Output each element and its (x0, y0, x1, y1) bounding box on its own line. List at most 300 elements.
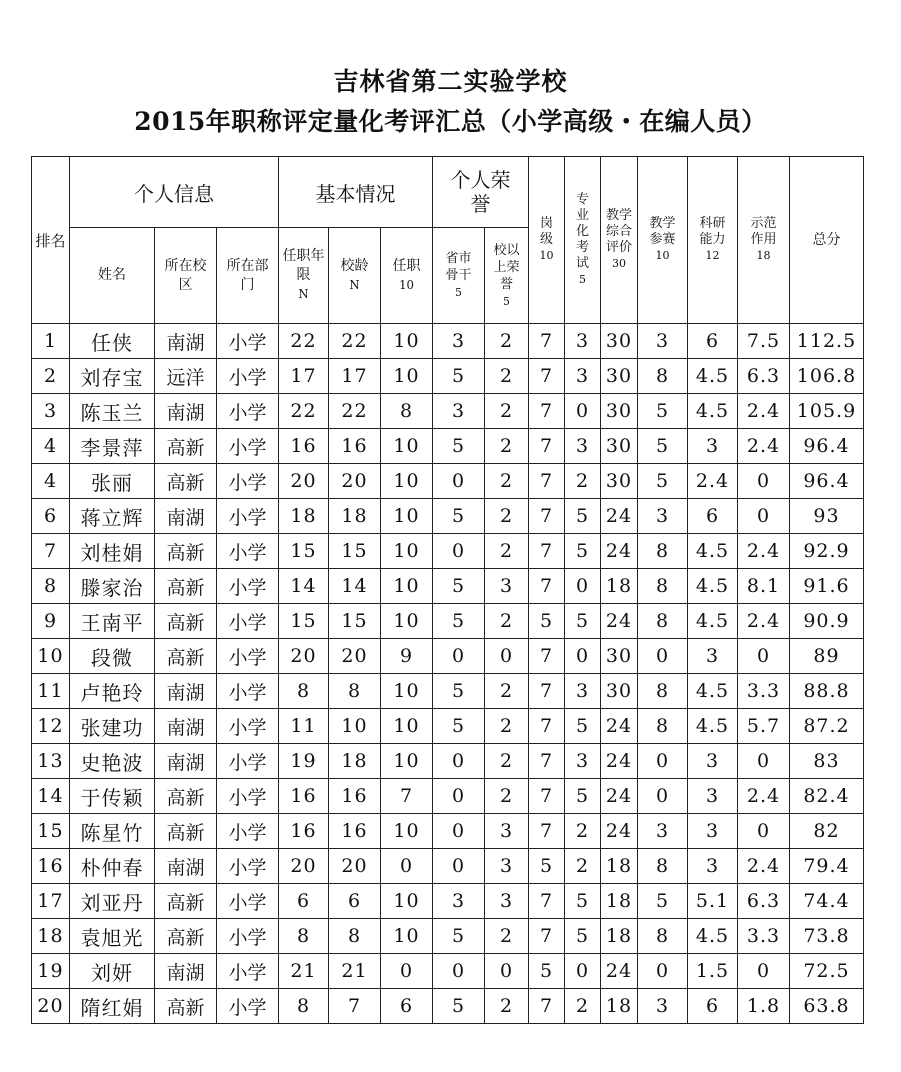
cell-age: 8 (329, 674, 381, 709)
cell-school: 2 (485, 324, 529, 359)
cell-exam: 2 (565, 814, 601, 849)
cell-contest: 5 (638, 464, 688, 499)
cell-tenure: 8 (279, 919, 329, 954)
table-row (32, 674, 864, 709)
cell-job: 7 (529, 394, 565, 429)
cell-job: 7 (529, 779, 565, 814)
cell-teach: 24 (601, 814, 638, 849)
cell-tenure: 14 (279, 569, 329, 604)
table-body (32, 324, 864, 1024)
cell-age: 16 (329, 779, 381, 814)
cell-exam: 0 (565, 954, 601, 989)
document-subtitle: 2015年职称评定量化考评汇总（小学高级・在编人员） (134, 107, 767, 136)
cell-job: 5 (529, 849, 565, 884)
cell-campus: 高新 (155, 884, 217, 919)
cell-demo: 7.5 (738, 324, 790, 359)
cell-post: 9 (381, 639, 433, 674)
cell-post: 10 (381, 744, 433, 779)
cell-campus: 高新 (155, 639, 217, 674)
cell-total: 87.2 (790, 709, 864, 744)
cell-tenure: 18 (279, 499, 329, 534)
cell-dept: 小学 (217, 394, 279, 429)
cell-research: 3 (688, 429, 738, 464)
cell-research: 1.5 (688, 954, 738, 989)
cell-campus: 高新 (155, 814, 217, 849)
cell-rank: 1 (32, 324, 70, 359)
cell-exam: 5 (565, 604, 601, 639)
header-group-personal: 个人信息 (70, 157, 279, 228)
cell-contest: 5 (638, 884, 688, 919)
cell-demo: 5.7 (738, 709, 790, 744)
cell-dept: 小学 (217, 569, 279, 604)
cell-prov: 0 (433, 954, 485, 989)
cell-school: 2 (485, 919, 529, 954)
cell-age: 20 (329, 639, 381, 674)
table-row (32, 359, 864, 394)
cell-job: 7 (529, 534, 565, 569)
header-total: 总分 (790, 157, 864, 324)
cell-demo: 1.8 (738, 989, 790, 1024)
cell-campus: 高新 (155, 429, 217, 464)
cell-post: 10 (381, 569, 433, 604)
cell-demo: 2.4 (738, 849, 790, 884)
cell-contest: 3 (638, 499, 688, 534)
cell-rank: 16 (32, 849, 70, 884)
header-name: 姓名 (70, 228, 155, 324)
cell-name: 史艳波 (70, 744, 155, 779)
cell-contest: 8 (638, 919, 688, 954)
cell-contest: 8 (638, 604, 688, 639)
cell-school: 2 (485, 779, 529, 814)
cell-tenure: 16 (279, 814, 329, 849)
cell-dept: 小学 (217, 359, 279, 394)
header-teaching-eval: 教学 综合 评价 30 (601, 157, 638, 324)
cell-tenure: 20 (279, 639, 329, 674)
cell-age: 22 (329, 394, 381, 429)
cell-dept: 小学 (217, 429, 279, 464)
table-row (32, 779, 864, 814)
cell-total: 73.8 (790, 919, 864, 954)
cell-name: 刘桂娟 (70, 534, 155, 569)
cell-school: 2 (485, 394, 529, 429)
cell-job: 7 (529, 429, 565, 464)
cell-teach: 18 (601, 849, 638, 884)
cell-age: 8 (329, 919, 381, 954)
cell-research: 4.5 (688, 534, 738, 569)
cell-age: 18 (329, 744, 381, 779)
table-row (32, 534, 864, 569)
cell-campus: 南湖 (155, 954, 217, 989)
cell-post: 10 (381, 429, 433, 464)
cell-prov: 5 (433, 919, 485, 954)
cell-dept: 小学 (217, 499, 279, 534)
cell-exam: 0 (565, 569, 601, 604)
cell-demo: 3.3 (738, 919, 790, 954)
cell-teach: 30 (601, 674, 638, 709)
cell-demo: 2.4 (738, 779, 790, 814)
cell-contest: 8 (638, 359, 688, 394)
cell-tenure: 22 (279, 394, 329, 429)
cell-teach: 30 (601, 359, 638, 394)
cell-teach: 24 (601, 499, 638, 534)
cell-total: 112.5 (790, 324, 864, 359)
table-row (32, 429, 864, 464)
cell-name: 刘亚丹 (70, 884, 155, 919)
cell-tenure: 22 (279, 324, 329, 359)
header-group-basic: 基本情况 (279, 157, 433, 228)
cell-exam: 5 (565, 779, 601, 814)
cell-job: 7 (529, 569, 565, 604)
cell-prov: 5 (433, 674, 485, 709)
cell-research: 4.5 (688, 674, 738, 709)
cell-exam: 3 (565, 429, 601, 464)
cell-rank: 7 (32, 534, 70, 569)
cell-rank: 11 (32, 674, 70, 709)
cell-exam: 2 (565, 989, 601, 1024)
cell-age: 10 (329, 709, 381, 744)
cell-age: 14 (329, 569, 381, 604)
cell-dept: 小学 (217, 709, 279, 744)
cell-school: 2 (485, 709, 529, 744)
cell-rank: 15 (32, 814, 70, 849)
cell-dept: 小学 (217, 324, 279, 359)
cell-rank: 14 (32, 779, 70, 814)
header-exam: 专 业 化 考 试 5 (565, 157, 601, 324)
header-provincial: 省市 骨干 5 (433, 228, 485, 324)
cell-contest: 8 (638, 534, 688, 569)
header-school-honor: 校以 上荣 誉 5 (485, 228, 529, 324)
cell-name: 刘存宝 (70, 359, 155, 394)
cell-contest: 0 (638, 744, 688, 779)
cell-demo: 0 (738, 639, 790, 674)
cell-job: 5 (529, 604, 565, 639)
cell-name: 于传颖 (70, 779, 155, 814)
cell-prov: 3 (433, 324, 485, 359)
cell-age: 7 (329, 989, 381, 1024)
cell-total: 106.8 (790, 359, 864, 394)
cell-research: 3 (688, 849, 738, 884)
cell-dept: 小学 (217, 919, 279, 954)
cell-school: 2 (485, 359, 529, 394)
table-row (32, 989, 864, 1024)
header-demo: 示范 作用 18 (738, 157, 790, 324)
cell-prov: 0 (433, 814, 485, 849)
cell-contest: 8 (638, 849, 688, 884)
cell-total: 82.4 (790, 779, 864, 814)
cell-school: 2 (485, 674, 529, 709)
cell-demo: 3.3 (738, 674, 790, 709)
cell-contest: 3 (638, 814, 688, 849)
header-group-honor: 个人荣 誉 (433, 157, 529, 228)
cell-job: 7 (529, 814, 565, 849)
cell-rank: 2 (32, 359, 70, 394)
cell-school: 2 (485, 744, 529, 779)
cell-contest: 8 (638, 709, 688, 744)
cell-prov: 0 (433, 639, 485, 674)
cell-tenure: 20 (279, 464, 329, 499)
cell-teach: 30 (601, 639, 638, 674)
cell-total: 74.4 (790, 884, 864, 919)
cell-school: 3 (485, 849, 529, 884)
cell-contest: 5 (638, 394, 688, 429)
cell-exam: 5 (565, 499, 601, 534)
cell-rank: 4 (32, 429, 70, 464)
cell-demo: 0 (738, 814, 790, 849)
cell-rank: 17 (32, 884, 70, 919)
cell-total: 92.9 (790, 534, 864, 569)
cell-campus: 南湖 (155, 499, 217, 534)
cell-prov: 5 (433, 429, 485, 464)
cell-total: 96.4 (790, 429, 864, 464)
cell-exam: 2 (565, 464, 601, 499)
cell-age: 20 (329, 464, 381, 499)
cell-campus: 南湖 (155, 394, 217, 429)
cell-teach: 30 (601, 324, 638, 359)
cell-teach: 24 (601, 744, 638, 779)
header-campus: 所在校 区 (155, 228, 217, 324)
cell-teach: 30 (601, 429, 638, 464)
table-row (32, 709, 864, 744)
table-row (32, 954, 864, 989)
cell-contest: 3 (638, 989, 688, 1024)
cell-prov: 5 (433, 604, 485, 639)
header-post: 任职 10 (381, 228, 433, 324)
cell-school: 3 (485, 814, 529, 849)
cell-post: 8 (381, 394, 433, 429)
cell-total: 72.5 (790, 954, 864, 989)
cell-tenure: 15 (279, 534, 329, 569)
cell-prov: 0 (433, 534, 485, 569)
cell-dept: 小学 (217, 604, 279, 639)
cell-name: 陈星竹 (70, 814, 155, 849)
cell-dept: 小学 (217, 884, 279, 919)
cell-exam: 3 (565, 674, 601, 709)
cell-research: 3 (688, 639, 738, 674)
table-row (32, 919, 864, 954)
cell-exam: 3 (565, 324, 601, 359)
cell-teach: 30 (601, 464, 638, 499)
cell-name: 刘妍 (70, 954, 155, 989)
cell-job: 7 (529, 884, 565, 919)
cell-contest: 5 (638, 429, 688, 464)
table-row (32, 499, 864, 534)
cell-teach: 24 (601, 604, 638, 639)
cell-total: 91.6 (790, 569, 864, 604)
cell-demo: 8.1 (738, 569, 790, 604)
table-row (32, 814, 864, 849)
cell-dept: 小学 (217, 464, 279, 499)
cell-job: 7 (529, 919, 565, 954)
cell-tenure: 8 (279, 989, 329, 1024)
cell-tenure: 15 (279, 604, 329, 639)
cell-research: 4.5 (688, 569, 738, 604)
cell-dept: 小学 (217, 534, 279, 569)
cell-tenure: 21 (279, 954, 329, 989)
cell-research: 4.5 (688, 394, 738, 429)
cell-campus: 高新 (155, 919, 217, 954)
cell-total: 89 (790, 639, 864, 674)
table-row (32, 604, 864, 639)
cell-name: 段微 (70, 639, 155, 674)
cell-age: 18 (329, 499, 381, 534)
cell-post: 0 (381, 954, 433, 989)
cell-school: 0 (485, 639, 529, 674)
cell-teach: 18 (601, 989, 638, 1024)
cell-contest: 0 (638, 779, 688, 814)
cell-teach: 24 (601, 709, 638, 744)
cell-name: 陈玉兰 (70, 394, 155, 429)
header-research: 科研 能力 12 (688, 157, 738, 324)
cell-post: 10 (381, 919, 433, 954)
cell-age: 17 (329, 359, 381, 394)
cell-prov: 0 (433, 464, 485, 499)
cell-post: 0 (381, 849, 433, 884)
cell-rank: 9 (32, 604, 70, 639)
header-tenure: 任职年 限 N (279, 228, 329, 324)
cell-job: 7 (529, 324, 565, 359)
cell-campus: 南湖 (155, 744, 217, 779)
cell-teach: 24 (601, 534, 638, 569)
table-row (32, 884, 864, 919)
cell-campus: 南湖 (155, 709, 217, 744)
cell-rank: 3 (32, 394, 70, 429)
cell-contest: 3 (638, 324, 688, 359)
cell-teach: 18 (601, 884, 638, 919)
cell-exam: 3 (565, 744, 601, 779)
cell-age: 15 (329, 604, 381, 639)
table-row (32, 849, 864, 884)
cell-post: 10 (381, 499, 433, 534)
cell-prov: 0 (433, 779, 485, 814)
cell-tenure: 19 (279, 744, 329, 779)
cell-rank: 13 (32, 744, 70, 779)
cell-exam: 5 (565, 534, 601, 569)
cell-post: 10 (381, 464, 433, 499)
cell-rank: 18 (32, 919, 70, 954)
cell-age: 16 (329, 814, 381, 849)
cell-research: 4.5 (688, 709, 738, 744)
cell-job: 7 (529, 359, 565, 394)
cell-post: 10 (381, 709, 433, 744)
cell-research: 4.5 (688, 604, 738, 639)
cell-prov: 3 (433, 884, 485, 919)
cell-age: 16 (329, 429, 381, 464)
cell-name: 袁旭光 (70, 919, 155, 954)
cell-total: 63.8 (790, 989, 864, 1024)
header-dept: 所在部 门 (217, 228, 279, 324)
cell-teach: 18 (601, 569, 638, 604)
cell-campus: 高新 (155, 989, 217, 1024)
cell-post: 10 (381, 884, 433, 919)
cell-demo: 2.4 (738, 604, 790, 639)
cell-rank: 6 (32, 499, 70, 534)
cell-campus: 南湖 (155, 849, 217, 884)
cell-research: 4.5 (688, 919, 738, 954)
table-row (32, 464, 864, 499)
cell-age: 21 (329, 954, 381, 989)
cell-post: 10 (381, 359, 433, 394)
cell-total: 105.9 (790, 394, 864, 429)
cell-rank: 4 (32, 464, 70, 499)
cell-research: 6 (688, 324, 738, 359)
cell-age: 20 (329, 849, 381, 884)
cell-post: 10 (381, 604, 433, 639)
cell-job: 7 (529, 709, 565, 744)
cell-total: 88.8 (790, 674, 864, 709)
cell-prov: 5 (433, 709, 485, 744)
cell-tenure: 17 (279, 359, 329, 394)
cell-demo: 0 (738, 744, 790, 779)
table-row (32, 569, 864, 604)
cell-name: 王南平 (70, 604, 155, 639)
cell-school: 2 (485, 534, 529, 569)
cell-demo: 2.4 (738, 534, 790, 569)
cell-name: 张建功 (70, 709, 155, 744)
cell-prov: 5 (433, 359, 485, 394)
cell-job: 7 (529, 464, 565, 499)
cell-job: 7 (529, 989, 565, 1024)
cell-research: 3 (688, 779, 738, 814)
cell-school: 0 (485, 954, 529, 989)
cell-school: 2 (485, 499, 529, 534)
cell-job: 7 (529, 499, 565, 534)
document-title: 吉林省第二实验学校 (333, 67, 568, 96)
cell-campus: 远洋 (155, 359, 217, 394)
cell-name: 任侠 (70, 324, 155, 359)
cell-name: 隋红娟 (70, 989, 155, 1024)
table-row (32, 639, 864, 674)
cell-research: 2.4 (688, 464, 738, 499)
cell-demo: 0 (738, 464, 790, 499)
cell-prov: 0 (433, 744, 485, 779)
cell-dept: 小学 (217, 989, 279, 1024)
cell-prov: 5 (433, 569, 485, 604)
cell-demo: 6.3 (738, 884, 790, 919)
cell-job: 7 (529, 639, 565, 674)
cell-rank: 20 (32, 989, 70, 1024)
header-contest: 教学 参赛 10 (638, 157, 688, 324)
cell-teach: 30 (601, 394, 638, 429)
header-school-age: 校龄 N (329, 228, 381, 324)
cell-campus: 高新 (155, 779, 217, 814)
cell-campus: 高新 (155, 534, 217, 569)
cell-job: 5 (529, 954, 565, 989)
cell-school: 3 (485, 569, 529, 604)
cell-post: 10 (381, 324, 433, 359)
cell-job: 7 (529, 674, 565, 709)
cell-name: 蒋立辉 (70, 499, 155, 534)
cell-name: 李景萍 (70, 429, 155, 464)
cell-contest: 0 (638, 954, 688, 989)
cell-demo: 2.4 (738, 394, 790, 429)
cell-school: 3 (485, 884, 529, 919)
cell-campus: 高新 (155, 569, 217, 604)
cell-post: 6 (381, 989, 433, 1024)
table-row (32, 744, 864, 779)
cell-total: 83 (790, 744, 864, 779)
cell-exam: 5 (565, 884, 601, 919)
cell-research: 3 (688, 814, 738, 849)
cell-tenure: 6 (279, 884, 329, 919)
cell-name: 张丽 (70, 464, 155, 499)
cell-name: 滕家治 (70, 569, 155, 604)
cell-post: 10 (381, 674, 433, 709)
cell-campus: 南湖 (155, 324, 217, 359)
table-row (32, 394, 864, 429)
cell-prov: 3 (433, 394, 485, 429)
cell-total: 90.9 (790, 604, 864, 639)
cell-exam: 0 (565, 394, 601, 429)
